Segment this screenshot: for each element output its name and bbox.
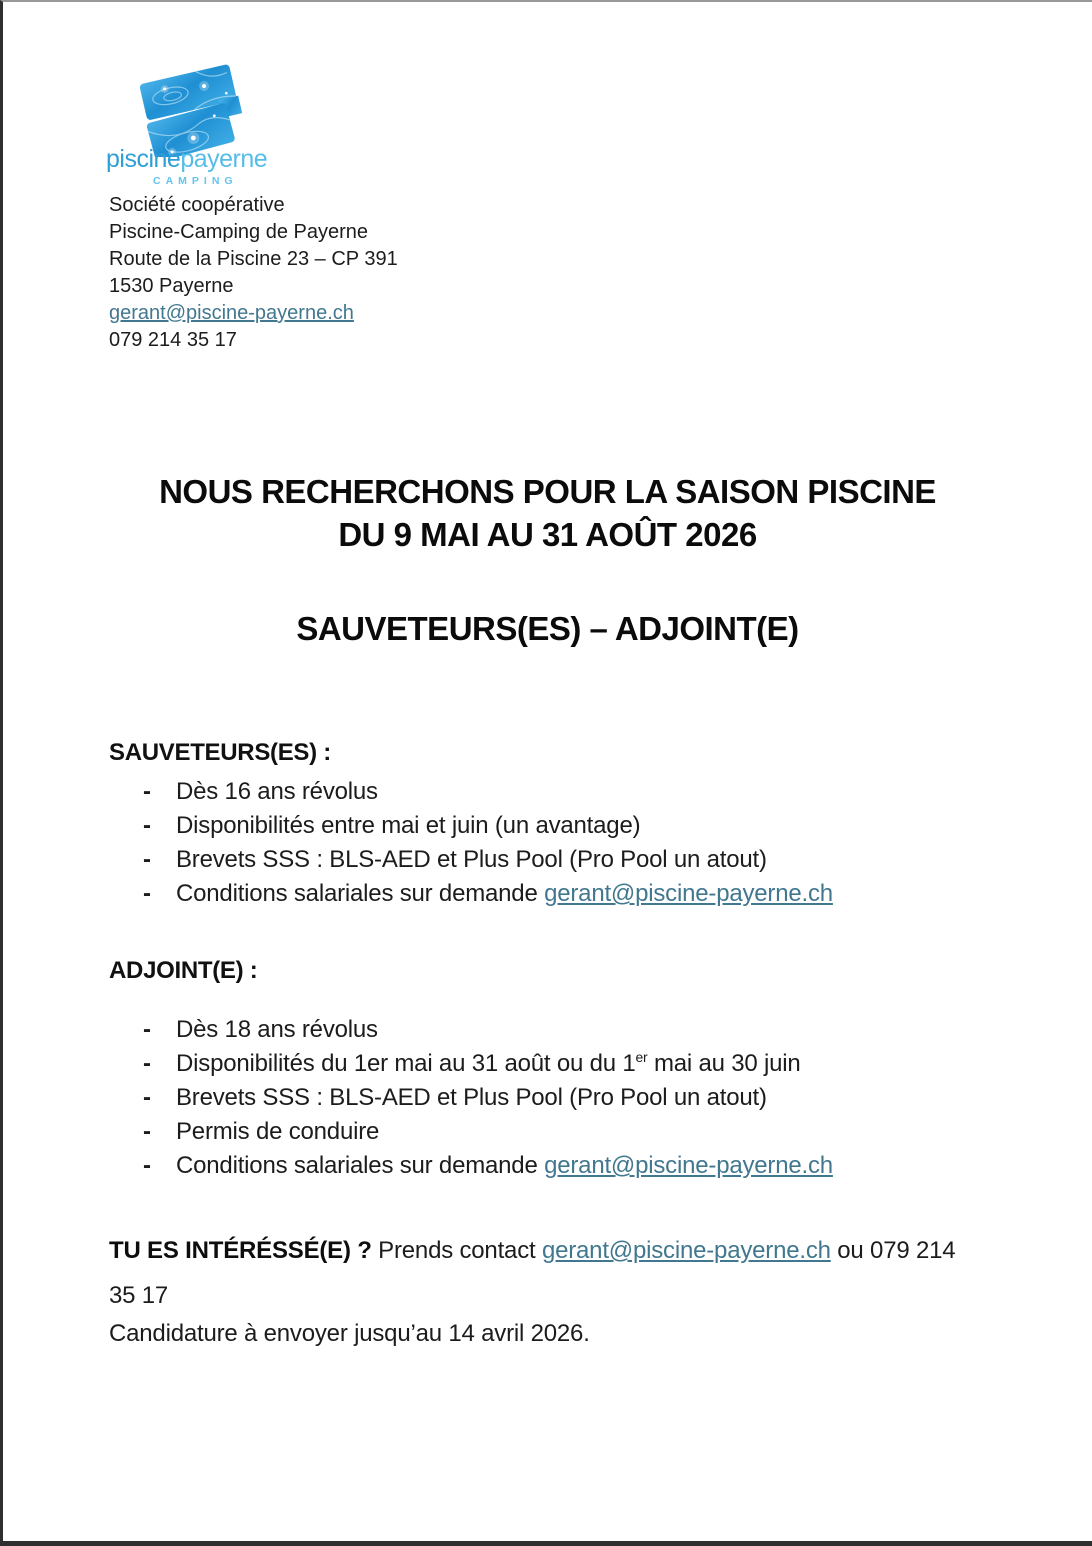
- list-item-text: Brevets SSS : BLS-AED et Plus Pool (Pro Pool un atout): [176, 846, 767, 873]
- address-name: Piscine-Camping de Payerne: [109, 221, 369, 243]
- list-item-text: mai au 30 juin: [653, 1050, 801, 1077]
- piscine-payerne-logo: [130, 62, 248, 157]
- list-item-text: Conditions salariales sur demande: [176, 880, 538, 907]
- list-item-text: Dès 16 ans révolus: [176, 778, 378, 805]
- bullet-dash: -: [143, 880, 151, 907]
- email-link[interactable]: gerant@piscine-payerne.ch: [544, 1152, 833, 1179]
- main-title-line2: DU 9 MAI AU 31 AOÛT 2026: [338, 516, 757, 553]
- bullet-dash: -: [143, 1050, 151, 1077]
- contact-question: TU ES INTÉRÉSSÉ(E) ?: [109, 1237, 372, 1264]
- bullet-dash: -: [143, 846, 151, 873]
- bullet-dash: -: [143, 812, 151, 839]
- ordinal-superscript: er: [635, 1049, 648, 1065]
- address-city: 1530 Payerne: [109, 275, 234, 297]
- list-item: [109, 775, 833, 809]
- list-item: [109, 1115, 833, 1149]
- section-heading-adjoint: ADJOINT(E) :: [109, 957, 258, 984]
- pool-water-logo-icon: [130, 62, 248, 157]
- bullet-dash: -: [143, 1084, 151, 1111]
- list-item: [109, 1013, 833, 1047]
- email-link[interactable]: gerant@piscine-payerne.ch: [109, 302, 354, 324]
- list-item-text: Disponibilités du 1er mai au 31 août ou du 1: [176, 1050, 636, 1077]
- contact-text: Prends contact: [378, 1237, 536, 1264]
- bullet-dash: -: [143, 1016, 151, 1043]
- contact-phone: ou 079 214 35 17: [109, 1237, 956, 1309]
- logo-camping-tagline: CAMPING: [153, 175, 238, 187]
- application-deadline: Candidature à envoyer jusqu’au 14 avril 2026.: [109, 1320, 590, 1347]
- list-item: [109, 843, 833, 877]
- phone-number: 079 214 35 17: [109, 329, 237, 351]
- main-title-line1: NOUS RECHERCHONS POUR LA SAISON PISCINE: [159, 473, 936, 510]
- contact-paragraph: [109, 1228, 979, 1318]
- list-item: [109, 809, 833, 843]
- list-item-text: Dès 18 ans révolus: [176, 1016, 378, 1043]
- adjoint-list: [109, 1013, 833, 1183]
- section-heading-sauveteurs: SAUVETEURS(ES) :: [109, 739, 331, 766]
- job-subtitle: SAUVETEURS(ES) – ADJOINT(E): [296, 610, 799, 647]
- list-item-text: Brevets SSS : BLS-AED et Plus Pool (Pro Pool un atout): [176, 1084, 767, 1111]
- address-street: Route de la Piscine 23 – CP 391: [109, 248, 398, 270]
- list-item-text: Conditions salariales sur demande: [176, 1152, 538, 1179]
- bullet-dash: -: [143, 1118, 151, 1145]
- list-item: [109, 1047, 833, 1081]
- logo-word-payerne: payerne: [180, 145, 268, 173]
- list-item: [109, 1081, 833, 1115]
- address-org: Société coopérative: [109, 194, 285, 216]
- email-link[interactable]: gerant@piscine-payerne.ch: [544, 880, 833, 907]
- bullet-dash: -: [143, 1152, 151, 1179]
- main-title: [3, 470, 1092, 556]
- logo-wordmark: [106, 145, 267, 174]
- logo-word-piscine: piscine: [106, 145, 181, 173]
- email-link[interactable]: gerant@piscine-payerne.ch: [541, 1237, 831, 1264]
- address-block: [109, 192, 398, 354]
- bullet-dash: -: [143, 778, 151, 805]
- list-item-text: Disponibilités entre mai et juin (un avantage): [176, 812, 641, 839]
- list-item: [109, 1149, 833, 1183]
- list-item: [109, 877, 833, 911]
- list-item-text: Permis de conduire: [176, 1118, 380, 1145]
- sauveteurs-list: [109, 775, 833, 911]
